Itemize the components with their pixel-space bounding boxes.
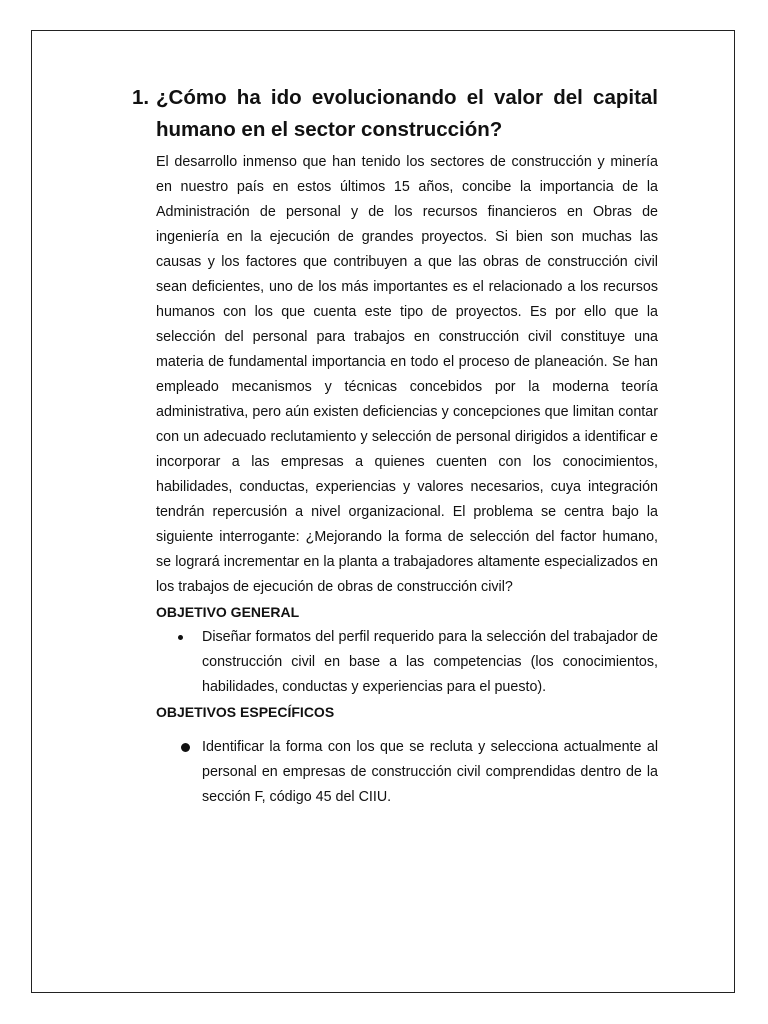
objetivos-especificos-list bbox=[156, 735, 658, 810]
list-item-text: Diseñar formatos del perfil requerido para la selección del trabajador de construcción civil en base a las competencias (los conocimientos, habilidades, conductas y experiencias para el puesto). bbox=[202, 629, 658, 695]
objetivos-especificos-label: OBJETIVOS ESPECÍFICOS bbox=[156, 704, 335, 720]
list-item-text: Identificar la forma con los que se recluta y selecciona actualmente al personal en empresas de construcción civil comprendidas dentro de la sección F, código 45 del CIIU. bbox=[202, 739, 658, 805]
list-item bbox=[156, 735, 658, 810]
bullet-dot-icon bbox=[181, 743, 190, 752]
body-paragraph: El desarrollo inmenso que han tenido los sectores de construcción y minería en nuestro país en estos últimos 15 años, concibe la importancia de la Administración de personal y de los recursos financieros en Obras de ingeniería en la ejecución de grandes proyectos. Si bien son muchas las causas y los factores que contribuyen a que las obras de construcción civil sean deficientes, uno de los más importantes es el relacionado a los recursos humanos con los que cuenta este tipo de proyectos. Es por ello que la selección del personal para trabajos en construcción civil constituye una materia de fundamental importancia en todo el proceso de planeación. Se han empleado mecanismos y técnicas concebidos por la moderna teoría administrativa, pero aún existen deficiencias y concepciones que limitan contar con un adecuado reclutamiento y selección de personal dirigidos a identificar e incorporar a las empresas a quienes cuenten con los conocimientos, habilidades, conductas, experiencias y valores necesarios, cuya integración tendrán repercusión a nivel organizacional. El problema se centra bajo la siguiente interrogante: ¿Mejorando la forma de selección del factor humano, se logrará incrementar en la planta a trabajadores altamente especializados en los trabajos de ejecución de obras de construcción civil? bbox=[156, 154, 658, 595]
section-heading bbox=[132, 82, 658, 146]
list-item bbox=[156, 625, 658, 700]
objetivo-general-label: OBJETIVO GENERAL bbox=[156, 604, 300, 620]
heading-number: 1. bbox=[132, 86, 150, 109]
heading-text: ¿Cómo ha ido evolucionando el valor del capital humano en el sector construcción? bbox=[156, 86, 658, 141]
bullet-dot-icon bbox=[178, 635, 183, 640]
document-content bbox=[132, 82, 658, 810]
objetivo-general-list bbox=[156, 625, 658, 700]
